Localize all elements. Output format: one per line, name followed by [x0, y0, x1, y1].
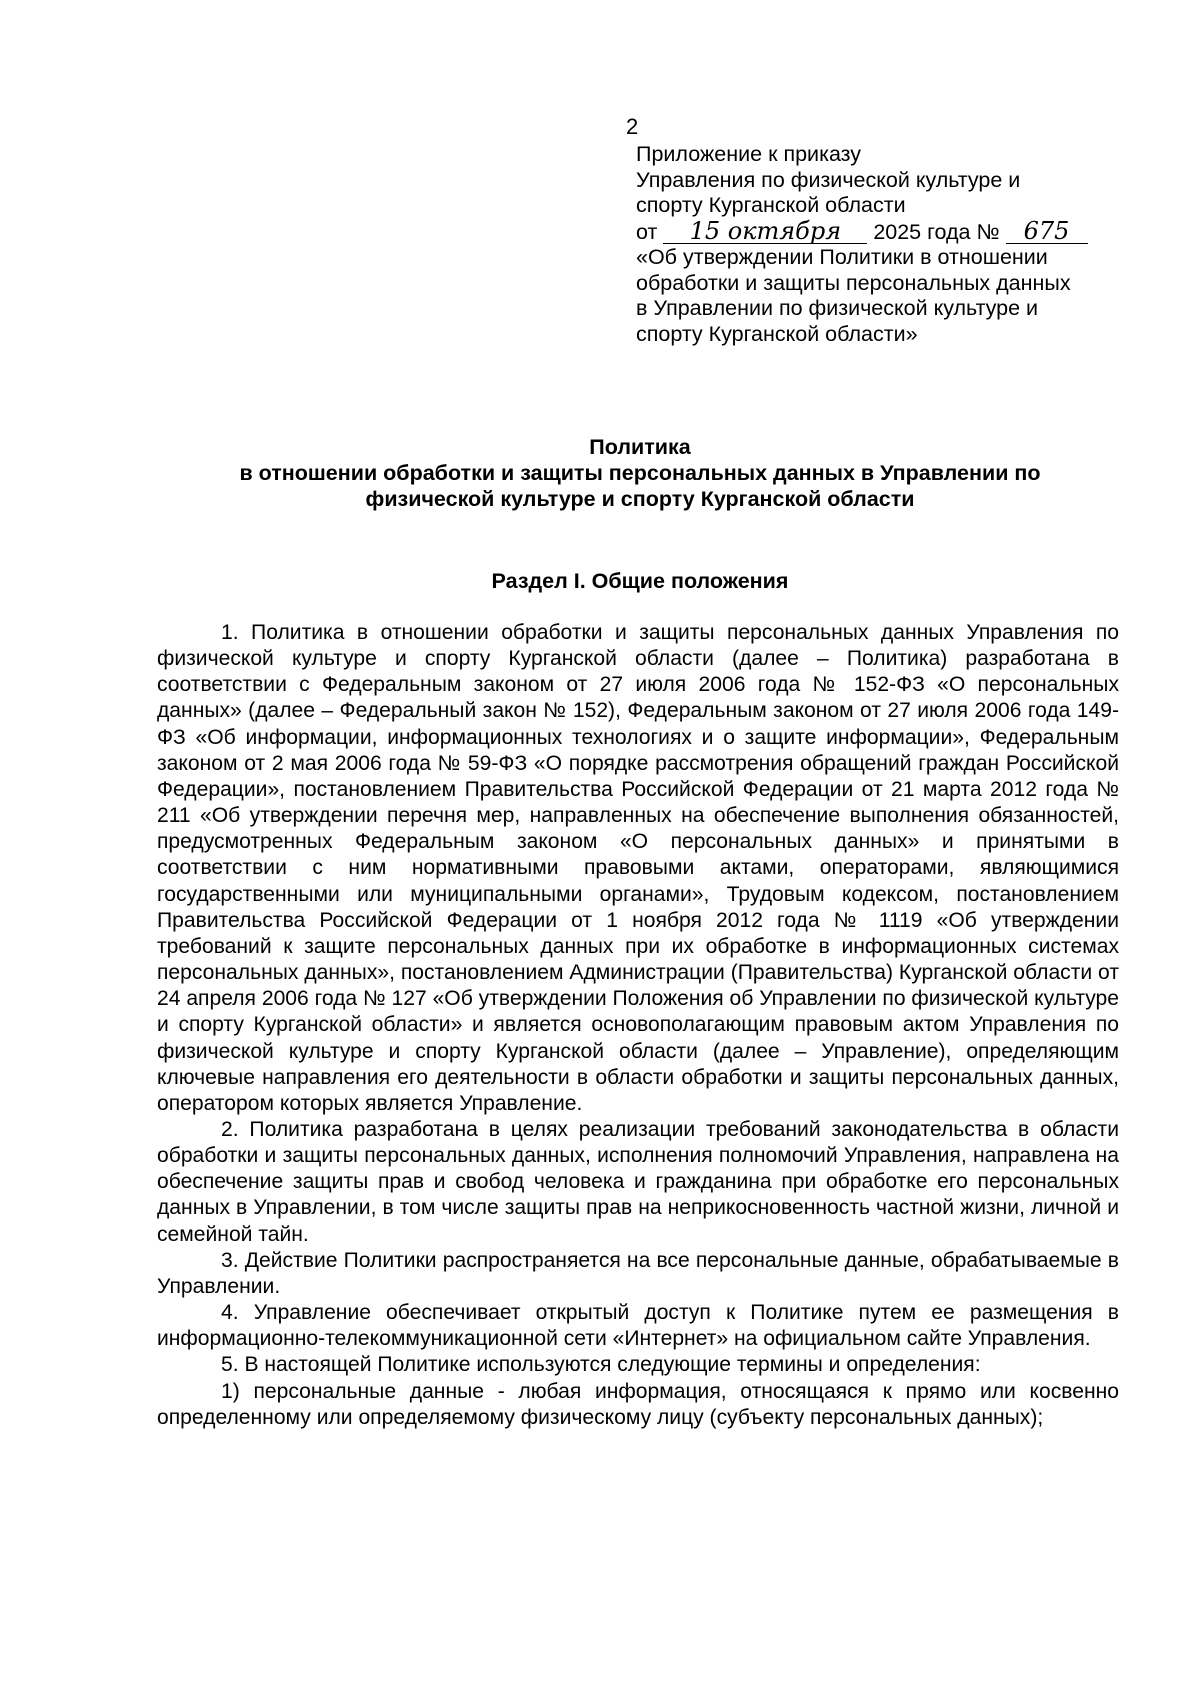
order-year: 2025 года №	[873, 219, 1000, 244]
appendix-date-line	[636, 216, 1136, 246]
paragraph: 5. В настоящей Политике используются следующие термины и определения:	[221, 1353, 981, 1377]
paragraph: 4. Управление обеспечивает открытый доступ к Политике путем ее размещения в информационно-телекоммуникационной сети «Интернет» на официальном сайте Управления.	[157, 1301, 1119, 1351]
section-title: Раздел I. Общие положения	[491, 569, 789, 593]
handwritten-date: 15 октября	[663, 219, 867, 244]
title-line: в отношении обработки и защиты персональных данных в Управлении по	[239, 461, 1041, 485]
appendix-line: Приложение к приказу	[636, 142, 862, 166]
appendix-line: спорту Курганской области	[636, 193, 906, 217]
paragraph: 1. Политика в отношении обработки и защиты персональных данных Управления по физической культуре и спорту Курганской области (далее – Политика) разработана в соответствии с Федеральным законом от 27 июля 2006 года № 152-ФЗ «О персональных данных» (далее – Федеральный закон № 152), Федеральным законом от 27 июля 2006 года 149-ФЗ «Об информации, информационных технологиях и о защите информации», Федеральным законом от 2 мая 2006 года № 59-ФЗ «О порядке рассмотрения обращений граждан Российской Федерации», постановлением Правительства Российской Федерации от 21 марта 2012 года № 211 «Об утверждении перечня мер, направленных на обеспечение выполнения обязанностей, предусмотренных Федеральным законом «О персональных данных» и принятыми в соответствии с ним нормативными правовыми актами, операторами, являющимися государственными или муниципальными органами», Трудовым кодексом, постановлением Правительства Российской Федерации от 1 ноября 2012 года № 1119 «Об утверждении требований к защите персональных данных при их обработке в информационных системах персональных данных», постановлением Администрации (Правительства) Курганской области от 24 апреля 2006 года № 127 «Об утверждении Положения об Управлении по физической культуре и спорту Курганской области» и является основополагающим правовым актом Управления по физической культуре и спорту Курганской области (далее – Управление), определяющим ключевые направления его деятельности в области обработки и защиты персональных данных, оператором которых является Управление.	[157, 621, 1119, 1115]
appendix-line: «Об утверждении Политики в отношении	[636, 245, 1048, 269]
title-line: Политика	[589, 435, 691, 459]
paragraph: 3. Действие Политики распространяется на все персональные данные, обрабатываемые в Управлении.	[157, 1248, 1119, 1298]
appendix-header	[636, 142, 1136, 347]
page-number: 2	[626, 114, 639, 139]
paragraph: 1) персональные данные - любая информация, относящаяся к прямо или косвенно определенному или определяемому физическому лицу (субъекту персональных данных);	[157, 1379, 1119, 1429]
title-line: физической культуре и спорту Курганской области	[365, 487, 915, 511]
paragraph: 2. Политика разработана в целях реализации требований законодательства в области обработки и защиты персональных данных, исполнения полномочий Управления, направлена на обеспечение защиты прав и свобод человека и гражданина при обработке его персональных данных в Управлении, в том числе защиты прав на неприкосновенность частной жизни, личной и семейной тайн.	[157, 1117, 1119, 1246]
handwritten-order-number: 675	[1006, 219, 1088, 244]
appendix-line: обработки и защиты персональных данных	[636, 270, 1071, 295]
document-title	[150, 434, 1130, 512]
document-body	[157, 620, 1119, 1431]
appendix-line: в Управлении по физической культуре и	[636, 296, 1039, 320]
appendix-line: Управления по физической культуре и	[636, 167, 1021, 192]
appendix-line: спорту Курганской области»	[636, 321, 918, 346]
date-prefix: от	[636, 219, 658, 244]
